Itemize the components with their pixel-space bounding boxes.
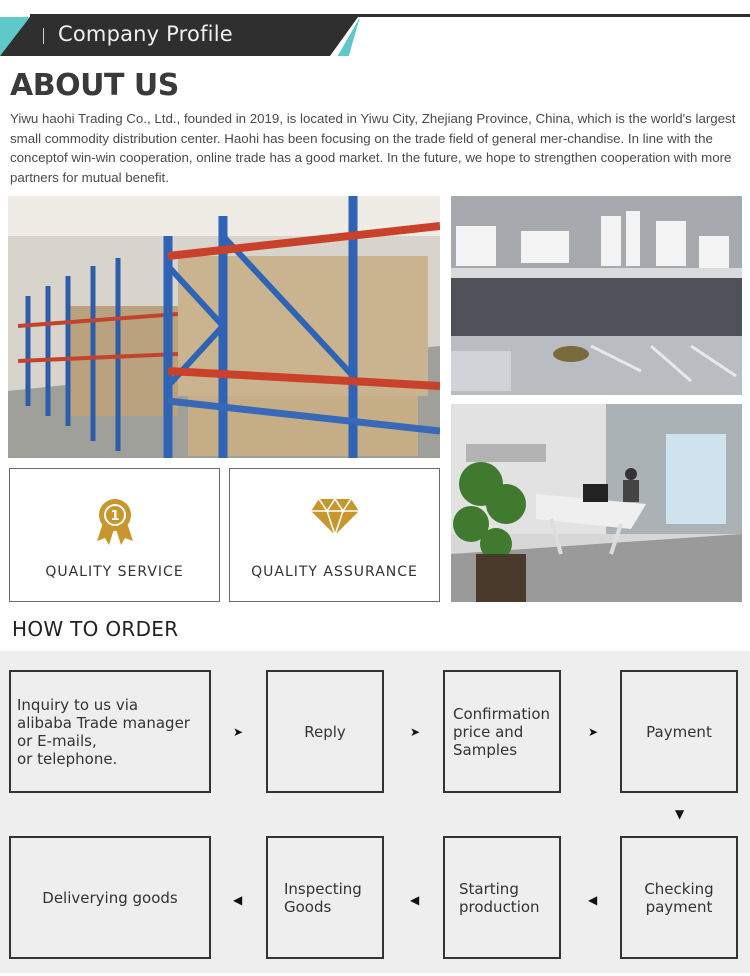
about-text: Yiwu haohi Trading Co., Ltd., founded in 2019, is located in Yiwu City, Zhejiang Province, China, which is the world's largest small commodity distribution center. Haohi has been focusing on the trade field of general mer-chandise. In line with the conceptof win-win cooperation, online trade has a good market. In the future, we hope to strengthen cooperation with more partners for mutual benefit. <box>10 111 736 185</box>
step-inspecting-goods-label: Inspecting Goods <box>284 879 362 916</box>
arrow-left-icon: ◀ <box>233 893 243 907</box>
quality-service-badge <box>9 468 220 602</box>
quality-service-label: QUALITY SERVICE <box>45 564 184 580</box>
step-checking-payment <box>620 836 738 959</box>
step-confirmation <box>443 670 561 793</box>
warehouse-photo <box>8 196 440 458</box>
step-inspecting-goods <box>266 836 384 959</box>
office-photo <box>451 404 742 602</box>
step-payment-label: Payment <box>646 722 712 741</box>
medal-icon <box>95 497 135 551</box>
step-payment <box>620 670 738 793</box>
step-starting-production-label: Starting production <box>459 879 540 916</box>
step-delivering-goods <box>9 836 211 959</box>
step-checking-payment-label: Checking payment <box>644 879 714 916</box>
arrow-right-icon: ➤ <box>410 725 421 739</box>
diamond-icon <box>309 497 361 541</box>
banner-line <box>30 14 750 17</box>
step-reply <box>266 670 384 793</box>
showroom-photo <box>451 196 742 395</box>
svg-text:1: 1 <box>109 509 120 524</box>
banner-divider <box>43 28 44 44</box>
quality-assurance-label: QUALITY ASSURANCE <box>251 564 418 580</box>
step-confirmation-label: Confirmation price and Samples <box>453 704 551 759</box>
step-starting-production <box>443 836 561 959</box>
arrow-right-icon: ➤ <box>588 725 599 739</box>
step-reply-label: Reply <box>304 722 346 741</box>
step-inquiry <box>9 670 211 793</box>
quality-assurance-badge <box>229 468 440 602</box>
arrow-right-icon: ➤ <box>233 725 244 739</box>
about-title: ABOUT US <box>10 68 179 103</box>
step-delivering-goods-label: Deliverying goods <box>42 888 178 907</box>
section-banner <box>0 0 750 56</box>
arrow-left-icon: ◀ <box>410 893 420 907</box>
arrow-down-icon: ▼ <box>675 807 685 821</box>
how-to-order-title: HOW TO ORDER <box>12 617 179 641</box>
arrow-left-icon: ◀ <box>588 893 598 907</box>
banner-title: Company Profile <box>58 22 233 46</box>
step-inquiry-label: Inquiry to us via alibaba Trade manager or E-mails, or telephone. <box>17 695 190 768</box>
